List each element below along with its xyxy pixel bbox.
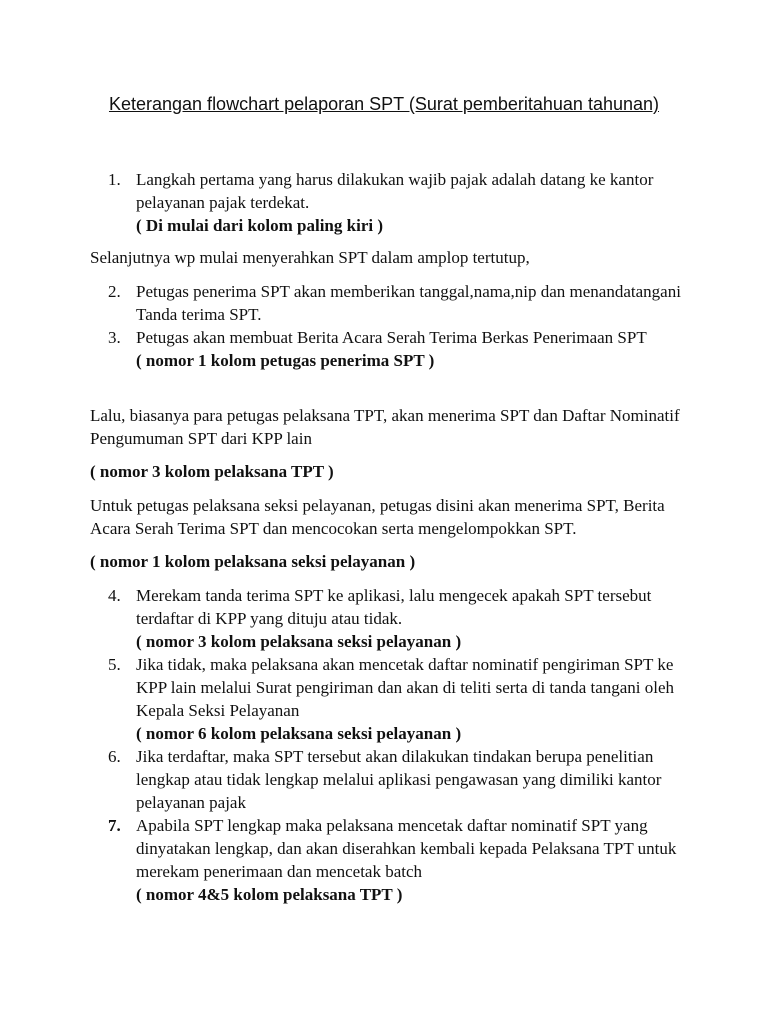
list-item-2 — [108, 280, 688, 326]
list-item-text: Apabila SPT lengkap maka pelaksana mencetak daftar nominatif SPT yang dinyatakan lengkap, dan akan diserahkan kembali kepada Pelaksana TPT untuk merekam penerimaan dan mencetak batch — [136, 816, 677, 881]
list-item-number: 6. — [108, 747, 121, 766]
list-item-number: 3. — [108, 328, 121, 347]
list-item-text: Langkah pertama yang harus dilakukan wajib pajak adalah datang ke kantor pelayanan pajak terdekat. — [136, 170, 654, 212]
list-item-note: ( nomor 3 kolom pelaksana seksi pelayanan ) — [136, 632, 462, 651]
paragraph-1: Selanjutnya wp mulai menyerahkan SPT dalam amplop tertutup, — [90, 248, 530, 267]
list-item-text: Jika terdaftar, maka SPT tersebut akan dilakukan tindakan berupa penelitian lengkap atau tidak lengkap melalui aplikasi pengawasan yang dimiliki kantor pelayanan pajak — [136, 747, 662, 812]
list-item-text: Merekam tanda terima SPT ke aplikasi, lalu mengecek apakah SPT tersebut terdaftar di KPP yang dituju atau tidak. — [136, 586, 652, 628]
list-item-7 — [108, 814, 688, 906]
list-item-note: ( Di mulai dari kolom paling kiri ) — [136, 216, 383, 235]
list-item-text: Petugas penerima SPT akan memberikan tanggal,nama,nip dan menandatangani Tanda terima SPT. — [136, 282, 681, 324]
document-title: Keterangan flowchart pelaporan SPT (Surat pemberitahuan tahunan) — [108, 94, 660, 114]
list-item-6 — [108, 745, 688, 814]
list-item-3 — [108, 326, 688, 372]
list-item-number: 2. — [108, 282, 121, 301]
list-item-note: ( nomor 1 kolom petugas penerima SPT ) — [136, 351, 435, 370]
list-item-1 — [108, 168, 688, 237]
list-item-note: ( nomor 4&5 kolom pelaksana TPT ) — [136, 885, 403, 904]
list-item-text: Petugas akan membuat Berita Acara Serah Terima Berkas Penerimaan SPT — [136, 328, 647, 347]
list-item-number: 7. — [108, 816, 121, 835]
list-item-5 — [108, 653, 688, 745]
paragraph-3: Untuk petugas pelaksana seksi pelayanan, petugas disini akan menerima SPT, Berita Acara Serah Terima SPT dan mencocokan serta mengelompokkan SPT. — [90, 496, 665, 538]
paragraph-2: Lalu, biasanya para petugas pelaksana TPT, akan menerima SPT dan Daftar Nominatif Pengumuman SPT dari KPP lain — [90, 406, 680, 448]
paragraph-3-note: ( nomor 1 kolom pelaksana seksi pelayanan ) — [90, 552, 416, 571]
list-item-text: Jika tidak, maka pelaksana akan mencetak daftar nominatif pengiriman SPT ke KPP lain melalui Surat pengiriman dan akan di teliti serta di tanda tangani oleh Kepala Seksi Pelayanan — [136, 655, 675, 720]
list-item-number: 5. — [108, 655, 121, 674]
list-item-4 — [108, 584, 688, 653]
list-item-number: 4. — [108, 586, 121, 605]
paragraph-2-note: ( nomor 3 kolom pelaksana TPT ) — [90, 462, 334, 481]
list-item-number: 1. — [108, 170, 121, 189]
list-item-note: ( nomor 6 kolom pelaksana seksi pelayanan ) — [136, 724, 462, 743]
